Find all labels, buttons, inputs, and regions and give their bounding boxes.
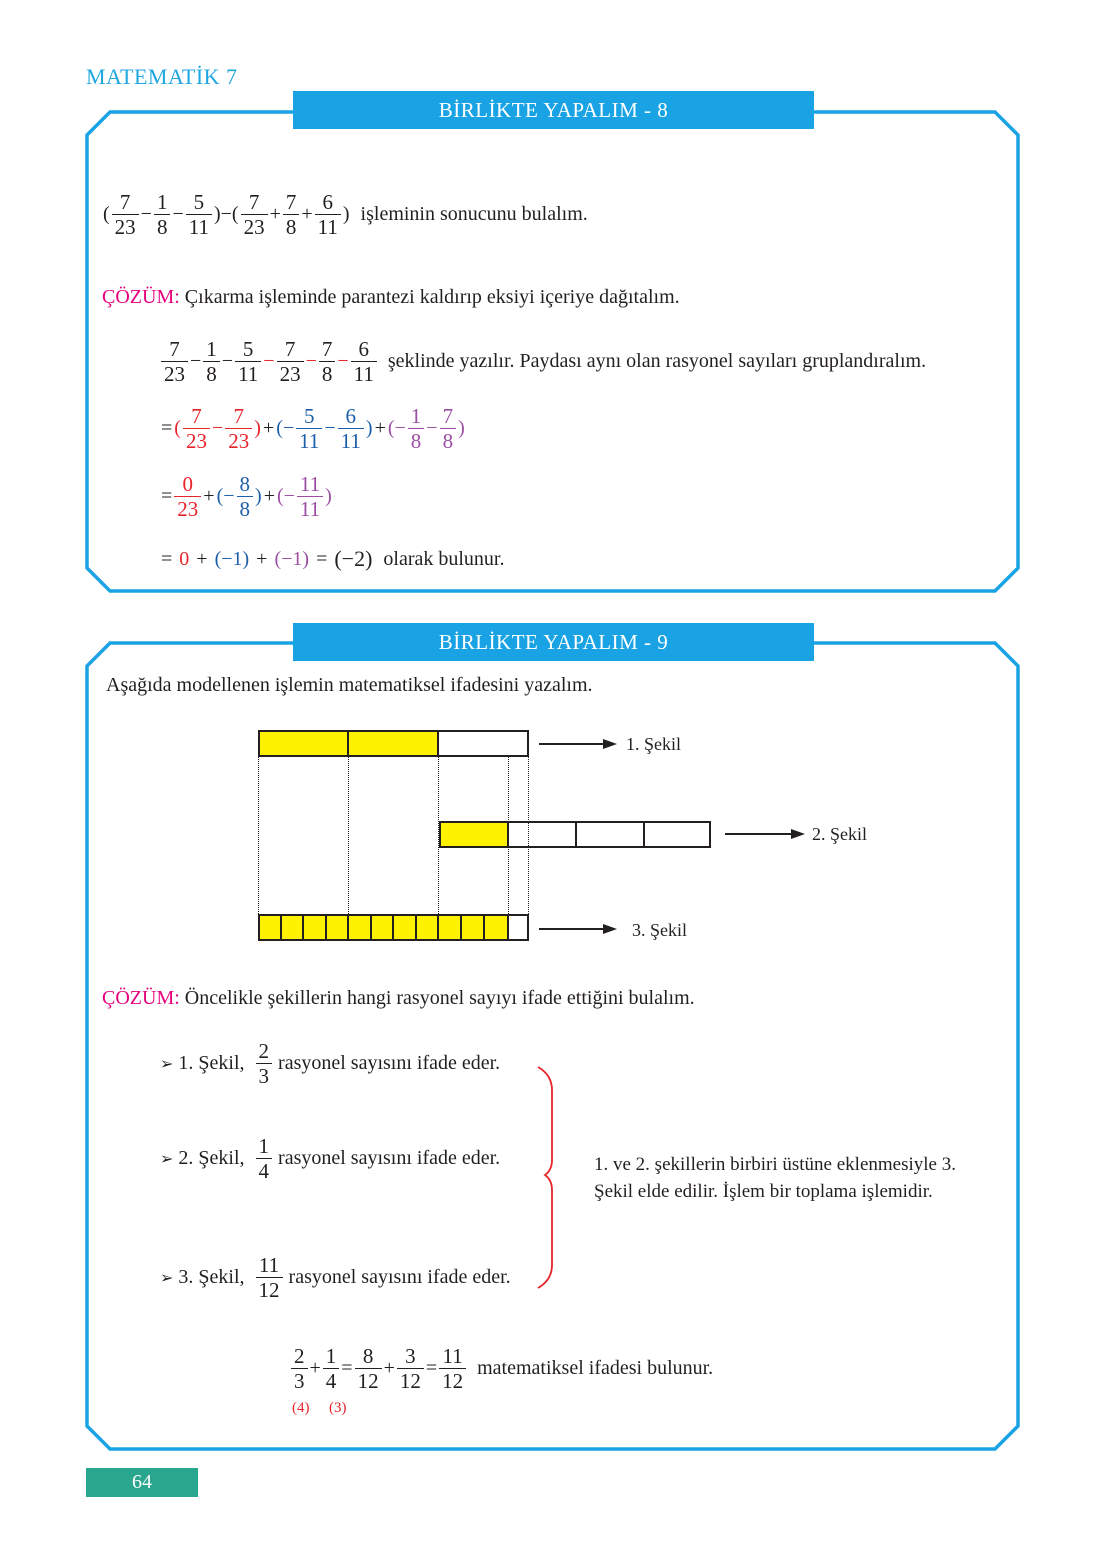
section9-solution-line [102,987,695,1010]
fraction: $\frac{7}{23}$ [241,190,268,239]
solution-label: ÇÖZÜM: [102,987,180,1009]
shape-value-item: ➢ 2. Şekil, $\frac{1}{4}$ rasyonel sayısını ifade eder. [160,1134,501,1183]
book-header-title: MATEMATİK 7 [86,64,238,89]
bullet-arrow-icon: ➢ [160,1269,174,1287]
solution-label: ÇÖZÜM: [102,286,180,308]
fraction: $\frac{7}{8}$ [283,190,300,239]
bullet-arrow-icon: ➢ [160,1055,174,1073]
expand-factor: (4) [292,1400,310,1416]
equation-suffix: matematiksel ifadesi bulunur. [477,1357,714,1379]
shape1-label: 1. Şekil [626,734,682,754]
shape3-label: 3. Şekil [632,920,688,940]
solution-intro: Çıkarma işleminde parantezi kaldırıp eksiyi içeriye dağıtalım. [184,286,680,308]
shape2-label: 2. Şekil [812,824,868,844]
section8-step1: $\frac{7}{23}$ − $\frac{1}{8}$ − $\frac{5}{11}$ − $\frac{7}{23}$ − $\frac{7}{8}$ − $\frac{6}{11}$ şeklinde yazılır. Paydası aynı olan rasyonel sayıları gruplandıralım. [160,337,926,386]
shape-value-item: ➢ 1. Şekil, $\frac{2}{3}$ rasyonel sayısını ifade eder. [160,1039,501,1088]
section8-step2: = ( $\frac{7}{23}$ − $\frac{7}{23}$ ) + (− $\frac{5}{11}$ − $\frac{6}{11}$ ) + (− $\frac{1}{8}$ − $\frac{7}{8}$ ) [161,404,465,453]
fraction: $\frac{5}{11}$ [186,190,212,239]
section8-problem: ( $\frac{7}{23}$ − $\frac{1}{8}$ − $\frac{5}{11}$ )−( $\frac{7}{23}$ + $\frac{7}{8}$ + $\frac{6}{11}$ ) işleminin sonucunu bulalım. [103,190,588,239]
curly-brace [538,1067,552,1288]
section8-step3: = $\frac{0}{23}$ + (− $\frac{8}{8}$ ) + (− $\frac{11}{11}$ ) [161,472,332,521]
fraction: $\frac{7}{23}$ [112,190,139,239]
result-suffix: olarak bulunur. [383,547,505,570]
expand-factor: (3) [329,1400,347,1416]
section9-intro: Aşağıda modellenen işlemin matematiksel ifadesini yazalım. [106,674,593,696]
section8-result: = 0 + (−1) + (−1) = (−2) olarak bulunur. [161,546,505,571]
problem-suffix: işleminin sonucunu bulalım. [360,203,588,225]
solution-intro: Öncelikle şekillerin hangi rasyonel sayıyı ifade ettiğini bulalım. [184,987,695,1009]
brace-note: 1. ve 2. şekillerin birbiri üstüne eklenmesiyle 3. Şekil elde edilir. İşlem bir toplama işlemidir. [594,1154,956,1202]
fraction: $\frac{6}{11}$ [315,190,341,239]
bullet-arrow-icon: ➢ [160,1150,174,1168]
shape-value-item: ➢ 3. Şekil, $\frac{11}{12}$ rasyonel sayısını ifade eder. [160,1253,511,1302]
section8-solution-line [102,286,680,309]
fraction: $\frac{1}{8}$ [154,190,171,239]
section9-equation: $\frac{2}{3}$ + $\frac{1}{4}$ = $\frac{8}{12}$ + $\frac{3}{12}$ = $\frac{11}{12}$ matematiksel ifadesi bulunur. [290,1344,713,1393]
step1-suffix: şeklinde yazılır. Paydası aynı olan rasyonel sayıları gruplandıralım. [387,350,927,372]
section9-banner: BİRLİKTE YAPALIM - 9 [293,623,814,661]
section8-banner: BİRLİKTE YAPALIM - 8 [293,91,814,129]
page-number: 64 [86,1468,198,1497]
